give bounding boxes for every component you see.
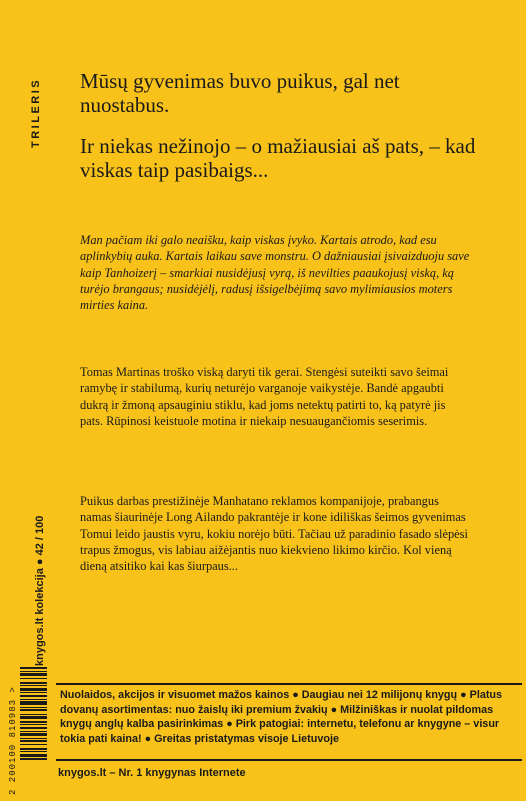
promo-text: Nuolaidos, akcijos ir visuomet mažos kainos ● Daugiau nei 12 milijonų knygų ● Platus dovanų asortimentas: nuo žaislų iki premium žvakių ● Milžiniškas ir nuolat pildomas knygų anglų kalba pasirinkimas ● Pirk patogiai: internetu, telefonu ar knygyne – visur tokia pati kaina! ● Greitas pristatymas visoje Lietuvoje [60,689,503,745]
lead-line-2: Ir niekas nežinojo – o mažiausiai aš pats, – kad viskas taip pasibaigs... [80,134,476,182]
italic-quote: Man pačiam iki galo neaišku, kaip viskas įvyko. Kartais atrodo, kad esu aplinkybių auka. Kartais laikau save monstru. O dažniausiai įsivaizduoju save kaip Tanhoizerį – smarkiai nusidėjusį vyrą, iš nevilties paaukojusį viską, ką turėjo brangaus; nusidėjėlį, radusį išsigelbėjimą savo mylimiausios moters mirties kaina. [80,233,470,313]
paragraph-2: Puikus darbas prestižinėje Manhatano reklamos kompanijoje, prabangus namas šiaurinėje Long Ailando pakrantėje ir kone idiliškas šeimos gyvenimas Tomui leido jaustis vyru, kokiu norėjo būti. Tačiau už paradinio fasado slėpėsi trapus žmogus, vis labiau aižėjantis nuo kiekvieno likimo kirčio. Kol vieną dieną atsitiko kai kas šiurpaus... [80,494,468,574]
barcode-number: 2 200100 810983 > [8,686,18,795]
collection-label: knygos.lt kolekcija ● 42 / 100 [34,515,46,666]
lead-line-1: Mūsų gyvenimas buvo puikus, gal net nuostabus. [80,69,400,117]
barcode [20,667,47,781]
paragraph-1: Tomas Martinas troško viską daryti tik gerai. Stengėsi suteikti savo šeimai ramybę ir stabilumą, kurių neturėjo varganoje vaikystėje. Bandė apgaubti dukrą ir žmoną apsauginiu stiklu, kad joms netektų patirti to, ką patyrė jis pats. Rūpinosi keistuole motina ir niekaip nesuaugančiomis seserimis. [80,365,449,428]
promo-info-box [56,683,522,761]
genre-label: TRILERIS [30,77,42,148]
footer-tagline: knygos.lt – Nr. 1 knygynas Internete [58,767,246,779]
